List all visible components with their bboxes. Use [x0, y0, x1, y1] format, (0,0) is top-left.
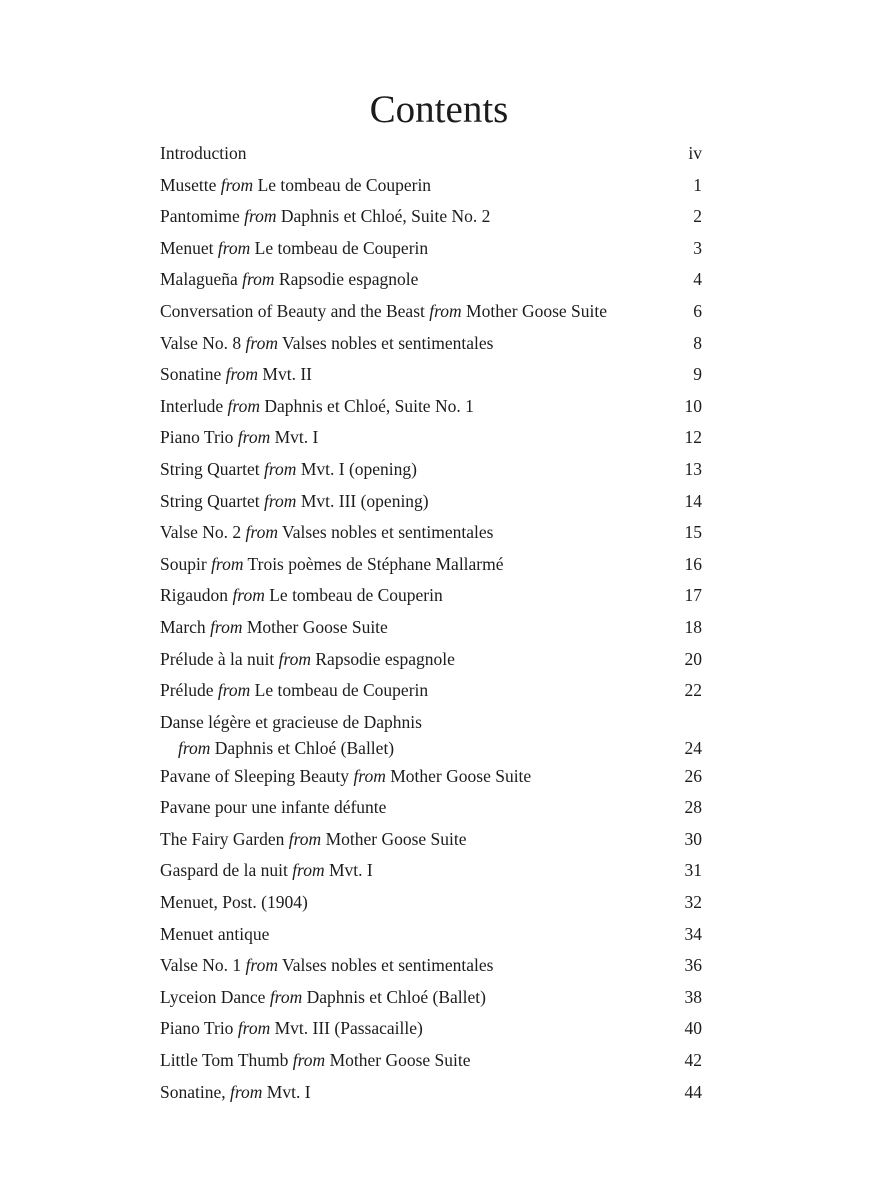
from-label: from: [429, 300, 462, 321]
source-work: Mother Goose Suite: [246, 616, 388, 637]
toc-entry-text: [160, 517, 493, 549]
toc-entry[interactable]: [160, 549, 702, 581]
from-label: from: [245, 522, 278, 543]
toc-entry-text: [160, 486, 429, 518]
page-number: 34: [684, 923, 702, 944]
toc-entry[interactable]: [160, 486, 702, 518]
toc-entry[interactable]: [160, 1077, 702, 1109]
toc-entry-text: [160, 644, 455, 676]
page-number: 24: [684, 737, 702, 758]
toc-entry-text: [160, 170, 431, 202]
from-label: from: [217, 680, 251, 701]
piece-title: Pavane of Sleeping Beauty: [160, 765, 350, 786]
source-work: Mvt. II: [262, 364, 312, 385]
piece-title: Gaspard de la nuit: [160, 860, 288, 881]
toc-entry[interactable]: [160, 422, 702, 454]
from-label: from: [237, 1018, 271, 1039]
piece-title: Musette: [160, 174, 217, 195]
from-label: from: [353, 765, 386, 786]
toc-entry[interactable]: [160, 138, 702, 170]
page-number: 8: [693, 332, 702, 353]
toc-entry-text: [160, 1077, 311, 1109]
piece-title: Little Tom Thumb: [160, 1050, 289, 1071]
toc-entry-text: [160, 391, 474, 423]
page-number: 42: [684, 1050, 702, 1071]
page-number: 18: [684, 616, 702, 637]
piece-title: String Quartet: [160, 458, 260, 479]
from-label: from: [210, 616, 243, 637]
from-label: from: [244, 206, 277, 227]
page-number: 6: [693, 300, 702, 321]
toc-entry-text: [160, 454, 417, 486]
toc-entry[interactable]: [160, 612, 702, 644]
piece-title: Piano Trio: [160, 427, 234, 448]
toc-entry-text: [160, 264, 418, 296]
piece-title: Prélude à la nuit: [160, 648, 275, 669]
toc-entry[interactable]: [160, 644, 702, 676]
toc-entry-text: [160, 1045, 471, 1077]
piece-title: Sonatine: [160, 364, 222, 385]
page-number: 14: [684, 490, 702, 511]
piece-title: Lyceion Dance: [160, 986, 266, 1007]
piece-title: Soupir: [160, 553, 207, 574]
toc-entry-text: [160, 201, 490, 233]
source-work: Mother Goose Suite: [329, 1050, 471, 1071]
page-number: 44: [684, 1081, 702, 1102]
toc-entry[interactable]: [160, 1045, 702, 1077]
toc-entry[interactable]: [160, 675, 702, 707]
source-work: Mother Goose Suite: [466, 300, 608, 321]
page-title: Contents: [369, 88, 509, 132]
toc-entry-text: [160, 612, 388, 644]
page-number: 12: [684, 427, 702, 448]
from-label: from: [230, 1081, 263, 1102]
piece-title: Piano Trio: [160, 1018, 234, 1039]
page-number: 36: [684, 955, 702, 976]
page-number: 1: [693, 174, 702, 195]
from-label: from: [227, 395, 260, 416]
from-label: from: [264, 458, 297, 479]
toc-entry[interactable]: [160, 359, 702, 391]
source-work: Mvt. I (opening): [300, 458, 417, 479]
from-label: from: [217, 237, 251, 258]
from-label: from: [211, 553, 244, 574]
piece-title: Valse No. 8: [160, 332, 242, 353]
toc-entry-text: [160, 580, 443, 612]
source-work: Le tombeau de Couperin: [269, 585, 443, 606]
from-label: from: [232, 585, 265, 606]
source-work: Le tombeau de Couperin: [254, 237, 429, 258]
source-work: Mvt. III (Passacaille): [274, 1018, 423, 1039]
toc-entry[interactable]: [160, 391, 702, 423]
source-work: Valses nobles et sentimentales: [282, 332, 494, 353]
piece-title: March: [160, 616, 206, 637]
toc-entry-text: [160, 761, 531, 793]
from-label: from: [245, 955, 278, 976]
page-number: 10: [684, 395, 702, 416]
toc-entry[interactable]: [160, 761, 702, 793]
toc-entry[interactable]: [160, 233, 702, 265]
from-label: from: [292, 860, 325, 881]
toc-entry[interactable]: [160, 792, 702, 824]
from-label: from: [178, 737, 211, 758]
piece-title: Pantomime: [160, 206, 240, 227]
from-label: from: [225, 364, 259, 385]
toc-entry-text: [160, 919, 269, 951]
piece-title: Introduction: [160, 143, 247, 163]
toc-entry-text: [160, 982, 486, 1014]
toc-entry-text: [160, 792, 386, 824]
page-number: 22: [684, 680, 702, 701]
toc-entry[interactable]: [160, 855, 702, 887]
toc-entry-text: [160, 328, 493, 360]
toc-entry-text: [160, 709, 422, 761]
toc-entry[interactable]: [160, 454, 702, 486]
piece-title: Interlude: [160, 395, 224, 416]
toc-entry-text: [160, 855, 373, 887]
source-work: Valses nobles et sentimentales: [282, 522, 494, 543]
toc-entry-text: [160, 824, 467, 856]
source-work: Rapsodie espagnole: [278, 269, 419, 290]
source-work: Daphnis et Chloé (Ballet): [214, 737, 395, 758]
page-number: 40: [684, 1018, 702, 1039]
toc-entry-text: [160, 950, 493, 982]
piece-title: The Fairy Garden: [160, 828, 285, 849]
toc-entry-text: [160, 233, 428, 265]
toc-entry-text: [160, 549, 504, 581]
source-work: Le tombeau de Couperin: [254, 680, 429, 701]
source-work: Daphnis et Chloé (Ballet): [306, 986, 486, 1007]
source-work: Mvt. I: [328, 860, 373, 881]
source-work: Le tombeau de Couperin: [257, 174, 432, 195]
piece-title: Pavane pour une infante défunte: [160, 797, 387, 818]
piece-title: Rigaudon: [160, 585, 229, 606]
table-of-contents: [160, 138, 702, 1108]
toc-entry[interactable]: [160, 170, 702, 202]
page-number: 9: [693, 364, 702, 385]
toc-entry[interactable]: [160, 201, 702, 233]
piece-title: Prélude: [160, 680, 214, 701]
toc-entry-text: [160, 422, 318, 454]
toc-entry[interactable]: [160, 707, 702, 761]
toc-entry[interactable]: [160, 1013, 702, 1045]
source-work: Mvt. III (opening): [300, 490, 429, 511]
toc-entry-text: [160, 887, 308, 919]
from-label: from: [288, 828, 322, 849]
from-label: from: [278, 648, 311, 669]
from-label: from: [245, 332, 278, 353]
from-label: from: [220, 174, 254, 195]
piece-title: Valse No. 1: [160, 955, 242, 976]
toc-entry[interactable]: [160, 824, 702, 856]
piece-title: Sonatine,: [160, 1081, 226, 1102]
toc-entry[interactable]: [160, 264, 702, 296]
piece-title: Valse No. 2: [160, 522, 242, 543]
toc-entry-text: [160, 675, 428, 707]
from-label: from: [264, 490, 297, 511]
from-label: from: [269, 986, 303, 1007]
source-work: Mvt. I: [266, 1081, 311, 1102]
piece-title: Danse légère et gracieuse de Daphnis: [160, 711, 422, 732]
page-number: 15: [684, 522, 702, 543]
source-work: Valses nobles et sentimentales: [282, 955, 494, 976]
piece-title: String Quartet: [160, 490, 260, 511]
toc-entry[interactable]: [160, 982, 702, 1014]
toc-entry[interactable]: [160, 580, 702, 612]
page-number: 30: [684, 828, 702, 849]
toc-entry[interactable]: [160, 296, 702, 328]
toc-entry[interactable]: [160, 328, 702, 360]
source-work: Mvt. I: [274, 427, 319, 448]
source-work: Daphnis et Chloé, Suite No. 1: [264, 395, 474, 416]
page-number: 2: [693, 206, 702, 227]
piece-title: Menuet, Post. (1904): [160, 892, 308, 913]
toc-entry[interactable]: [160, 950, 702, 982]
source-work: Mother Goose Suite: [390, 765, 532, 786]
from-label: from: [242, 269, 275, 290]
piece-title: Malagueña: [160, 269, 238, 290]
toc-entry[interactable]: [160, 887, 702, 919]
toc-entry-text: [160, 138, 247, 170]
page-number: 28: [684, 797, 702, 818]
source-work: Daphnis et Chloé, Suite No. 2: [280, 206, 491, 227]
toc-entry-text: [160, 1013, 423, 1045]
page-number: 20: [684, 648, 702, 669]
page-number: 13: [684, 458, 702, 479]
page-number: iv: [688, 143, 702, 163]
source-work: Rapsodie espagnole: [315, 648, 455, 669]
piece-title: Menuet antique: [160, 923, 270, 944]
page-number: 38: [684, 986, 702, 1007]
from-label: from: [292, 1050, 326, 1071]
toc-entry-text: [160, 359, 312, 391]
page-number: 32: [684, 892, 702, 913]
toc-entry[interactable]: [160, 919, 702, 951]
source-work: Trois poèmes de Stéphane Mallarmé: [247, 553, 504, 574]
toc-entry-text: [160, 296, 607, 328]
page-number: 3: [693, 237, 702, 258]
toc-entry[interactable]: [160, 517, 702, 549]
page-number: 16: [684, 553, 702, 574]
page-number: 26: [684, 765, 702, 786]
page-number: 31: [684, 860, 702, 881]
source-work: Mother Goose Suite: [325, 828, 467, 849]
piece-title: Menuet: [160, 237, 214, 258]
piece-title: Conversation of Beauty and the Beast: [160, 300, 425, 321]
page-number: 17: [684, 585, 702, 606]
from-label: from: [237, 427, 271, 448]
page-number: 4: [693, 269, 702, 290]
